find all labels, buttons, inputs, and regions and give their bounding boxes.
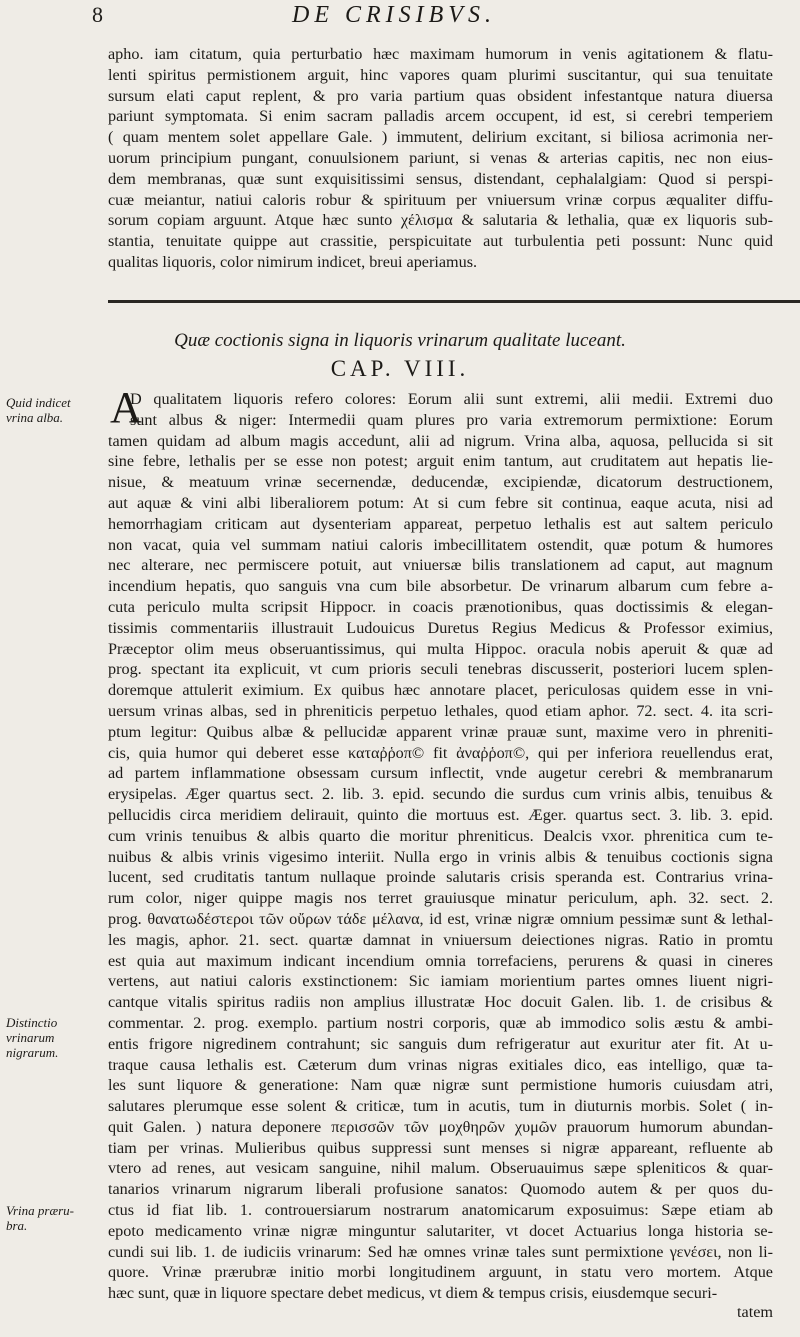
margin-note-line: Quid indicet [6, 395, 71, 410]
text-line: prog. spectant ita explicuit, vt cum prioris seculi tenebras discusserit, posteriori lucem splen- [108, 660, 773, 679]
text-line: cundi sui lib. 1. de iudiciis vrinarum: Sed hæ omnes vrinæ tales sunt permixtione γενέσει, non li- [108, 1242, 773, 1261]
text-line: tiam per vrinas. Mulieribus quibus suppressi sunt menses si nigræ appareant, refluente ab [108, 1138, 773, 1157]
text-line: cum vrinis tenuibus & albis quarto die moritur phreniticus. Dealcis vxor. phrenitica cum te- [108, 826, 773, 845]
margin-note-line: bra. [6, 1218, 28, 1233]
top-paragraph [108, 44, 773, 273]
text-line: nuibus & albis vrinis vigesimo interiit. Nulla ergo in vrinis albis & tenuibus coctionis signa [108, 847, 773, 866]
text-line: entis frigore nigredinem contrahunt; sic sanguis dum refrigeratur aut exuritur ater fit. At u- [108, 1034, 773, 1053]
margin-note-line: vrina alba. [6, 410, 64, 425]
text-line: les magis, aphor. 21. sect. quartæ damnat in vniuersum deiectiones nigras. Ratio in promtu [108, 930, 773, 949]
text-line: vertens, aut natiui caloris exstinctionem: Sic iamiam morientium partes omnes liuent nigri- [108, 972, 773, 991]
text-line: pariunt symptomata. Si enim sacram palladis arcem occupent, id est, si cerebri temperiem [108, 107, 773, 126]
text-line: erysipelas. Æger quartus sect. 2. lib. 3. epid. secundo die surdus cum vrinis albis, tenuibus & [108, 785, 773, 804]
chapter-title: Quæ coctionis signa in liquoris vrinarum qualitate luceant. [174, 330, 626, 351]
text-line: ctus id fiat lib. 1. controuersiarum nostrarum anatomicarum exposuimus: Sæpe etiam ab [108, 1201, 773, 1220]
text-line: Præceptor olim meus obseruantissimus, qui multa Hippoc. oracula nobis aperuit & quæ ad [108, 639, 773, 658]
margin-note-vrina-prerubra [6, 1203, 104, 1233]
text-line: sorum copiam arguunt. Atque hæc sunto χέλισμα & salutaria & lethalia, quæ ex liquoris sub- [108, 211, 773, 230]
text-line: cuæ meiantur, natiui caloris robur & spirituum per vniuersum vrinæ corpus æqualiter diffu- [108, 190, 773, 209]
text-line: dem membranas, quæ sunt exquisitissimi sensus, distendant, cephalalgiam: Quod si perspi- [108, 169, 773, 188]
margin-note-line: Distinctio [6, 1015, 58, 1030]
text-line: pellucidis circa meridiem delirauit, quinto die mortuus est. Æger. quartus sect. 3. lib. 3. epid. [108, 805, 773, 824]
chapter-body [108, 389, 773, 1304]
text-line: D qualitatem liquoris refero colores: Eorum alii sunt extremi, alii medii. Extremi duo [130, 390, 773, 408]
text-line: uorum principium pungant, conuulsionem pariunt, si venas & arterias capitis, nec non eius- [108, 148, 773, 167]
page-number: 8 [92, 2, 103, 27]
text-line: ptum legitur: Quibus albæ & pellucidæ apparent vrinæ prauæ sunt, maxime vero in phreniti- [108, 722, 773, 741]
text-line: quore. Vrinæ prærubræ initio morbi longitudinem arguunt, in statu vero mortem. Atque [108, 1263, 773, 1282]
text-line: hemorrhagiam criticam aut dysenteriam appareat, perpetuo lethalis est aut saltem periculo [108, 514, 773, 533]
text-line: non vacat, quia vel summam natiui caloris imbecillitatem ostendit, quæ potum & humores [108, 535, 773, 554]
margin-note-line: nigrarum. [6, 1045, 59, 1060]
text-line: les sunt liquore & generatione: Nam quæ nigræ sunt permistione humoris cuiusdam atri, [108, 1076, 773, 1095]
text-line: aut aquæ & vini albi liberaliorem potum: At si cum febre sit continua, eaque acuta, nisi ad [108, 493, 773, 512]
text-line: nisue, & meatuum vrinæ secernendæ, deducendæ, excipiendæ, dicatorum destructionem, [108, 473, 773, 492]
margin-note-line: vrinarum [6, 1030, 55, 1045]
text-line: sine febre, lethalis per se esse non potest; arguit enim tantum, aut cruditatem aut hepatis lie- [108, 452, 773, 471]
text-line: cantque vitalis spiritus radiis non amplius illustratæ Hoc docuit Galen. lib. 1. de crisibus & [108, 993, 773, 1012]
text-line: qualitas liquoris, color nimirum indicet, breui aperiamus. [108, 252, 478, 271]
chapter-number: CAP. VIII. [330, 356, 470, 381]
text-line: quit Galen. ) natura deponere περισσῶν τῶν μοχθηρῶν χυμῶν prauorum humorum abundan- [108, 1117, 773, 1136]
text-line: rum color, niger quippe magis nos terret grauiusque minatur periculum, aph. 32. sect. 2. [108, 889, 773, 908]
text-line: est quia aut maximum indicant incendium omnia torrefaciens, perurens & quasi in cineres [108, 951, 773, 970]
text-line: lucent, sed cruditatis tantum nullaque proinde salutaris crisis speranda est. Contrarius vrina- [108, 868, 773, 887]
text-line: tanarios vrinarum nigrarum liberali profusione sanatos: Quomodo autem & per quos du- [108, 1180, 773, 1199]
text-line: vtero ad renes, aut vesicam sanguine, nihil malum. Obseruauimus sæpe spleniticos & quar- [108, 1159, 773, 1178]
text-line: epoto medicamento vrinæ nigræ minguntur salutariter, vt docet Actuarius longa historia se- [108, 1221, 773, 1240]
text-line: uersum vrinas albas, sed in phreniticis perpetuo lethales, quod etiam aphor. 72. sect. 4. ita scri- [108, 701, 773, 720]
text-line: lenti spiritus permistionem arguit, hinc vapores quam plurimi suscitantur, qui sua tenuitate [108, 65, 773, 84]
text-line: sunt albus & niger: Intermedii quam plures pro varia extremorum permixtione: Eorum [130, 410, 773, 429]
text-line: cuta periculo multa scripsit Hippocr. in coacis prænotionibus, quas doctissimis & elegan- [108, 597, 773, 616]
text-line: tamen quidam ad album magis accedunt, alii ad nigrum. Vrina alba, aquosa, pellucida si sit [108, 431, 773, 450]
text-line: sursum elati caput replent, & pro varia partium quas obsident infestantque natura diuersa [108, 86, 773, 105]
drop-initial: A [110, 383, 142, 432]
catchword-wrap [108, 1302, 773, 1323]
text-line: traque causa lethalis est. Cæterum dum vrinas nigras exitiales dico, eas intelligo, quæ ta- [108, 1055, 773, 1074]
text-line: salutares plerumque esse solent & criticæ, tum in acutis, tum in diuturnis morbis. Solet ( in- [108, 1097, 773, 1116]
text-line: hæc sunt, quæ in liquore spectare debet medicus, vt diem & tempus crisis, eiusdemque securi- [108, 1284, 718, 1303]
text-line: apho. iam citatum, quia perturbatio hæc maximam humorum in venis agitationem & flatu- [108, 45, 773, 63]
text-line: tissimis commentariis illustrauit Ludouicus Duretus Regius Medicus & Professor eximius, [108, 618, 773, 637]
text-line: cis, quia humor qui deberet esse καταῤῥοπ© fit ἀναῤῥοπ©, qui per inferiora reuellendus erat, [108, 743, 773, 762]
running-title: DE CRISIBVS. [292, 2, 496, 28]
margin-note-line: Vrina præru- [6, 1203, 75, 1218]
page-header [0, 2, 800, 34]
text-line: prog. θανατωδέστεροι τῶν οὔρων τάδε μέλανα, id est, vrinæ nigræ omnium pessimæ sunt & lethal- [108, 909, 773, 928]
text-line: commentar. 2. prog. exemplo. partium nostri corporis, quæ ab immodico solis æstu & ambi- [108, 1013, 773, 1032]
text-line: incendium hepatis, quo sanguis vna cum bile absorbetur. De vrinarum albarum cum febre a- [108, 577, 773, 596]
margin-note-distinctio [6, 1015, 104, 1060]
text-line: doremque attulerit eximium. Ex quibus hæc annotare placet, periculosas quidem esse in vni- [108, 681, 773, 700]
catchword: tatem [737, 1303, 773, 1321]
text-line: ad partem inflammatione obsessam cursum inflectit, vnde augetur cerebri & membranarum [108, 764, 773, 783]
section-divider [108, 300, 800, 303]
text-line: ( quam mentem solet appellare Gale. ) immutent, delirium excitant, si biliosa acrimonia ner- [108, 128, 773, 147]
text-line: stantia, tenuitate quippe aut crassitie, perspicuitate aut turbulentia peti possunt: Nunc quid [108, 232, 773, 251]
text-line: nec alterare, nec permiscere potuit, aut vniuersæ bilis translationem ad caput, aut magnum [108, 556, 773, 575]
margin-note-vrina-alba [6, 395, 104, 425]
